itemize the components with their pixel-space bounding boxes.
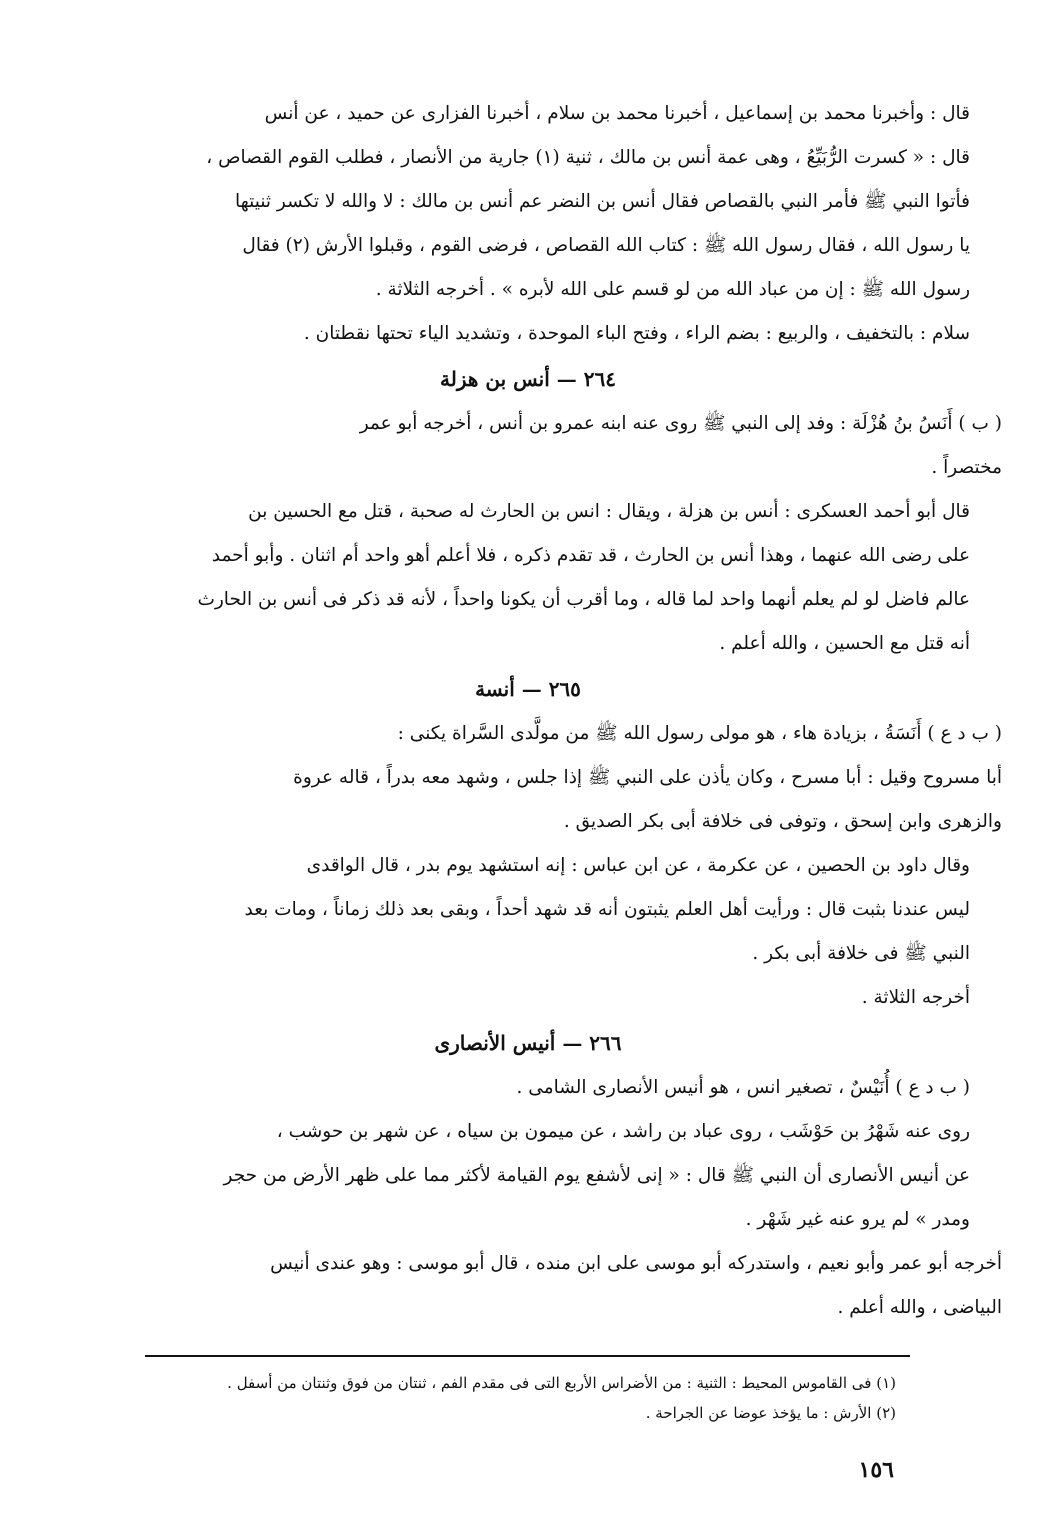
text-line: والزهرى وابن إسحق ، وتوفى فى خلافة أبى بكر الصديق . bbox=[563, 811, 1002, 832]
text-line: يا رسول الله ، فقال رسول الله ﷺ : كتاب الله القصاص ، فرضى القوم ، وقبلوا الأرش (٢) فقال bbox=[242, 235, 970, 256]
entry-heading-265: ٢٦٥ — أنسة bbox=[475, 677, 581, 701]
entry-266-paragraph-3 bbox=[54, 1242, 1002, 1330]
entry-265-paragraph-3 bbox=[54, 976, 1002, 1020]
entry-heading-266: ٢٦٦ — أنيس الأنصارى bbox=[434, 1031, 622, 1055]
text-line: رسول الله ﷺ : إن من عباد الله من لو قسم على الله لأبره » . أخرجه الثلاثة . bbox=[375, 279, 970, 300]
text-line: عن أنيس الأنصارى أن النبي ﷺ قال : « إنى لأشفع يوم القيامة لأكثر مما على ظهر الأرض من حجر bbox=[223, 1165, 970, 1186]
page-number: ١٥٦ bbox=[858, 1457, 894, 1483]
text-line: أنه قتل مع الحسين ، والله أعلم . bbox=[719, 633, 970, 654]
text-line: ليس عندنا بثبت قال : ورأيت أهل العلم يثبتون أنه قد شهد أحداً ، وبقى بعد ذلك زماناً ، ومات بعد bbox=[244, 899, 970, 920]
entry-heading-264: ٢٦٤ — أنس بن هزلة bbox=[440, 367, 616, 391]
entry-266-paragraph-1 bbox=[54, 1066, 1002, 1110]
text-line: قال : « كسرت الرُّبَيِّعُ ، وهى عمة أنس بن مالك ، ثنية (١) جارية من الأنصار ، فطلب القوم القصاص ، bbox=[206, 147, 970, 168]
text-line: على رضى الله عنهما ، وهذا أنس بن الحارث ، قد تقدم ذكره ، فلا أعلم أهو واحد أم اثنان . وأبو أحمد bbox=[211, 545, 970, 566]
entry-265-paragraph-2 bbox=[54, 844, 1002, 976]
note-paragraph bbox=[54, 312, 1002, 356]
text-line: ومدر » لم يرو عنه غير شَهْر . bbox=[745, 1209, 970, 1230]
text-line: قال : وأخبرنا محمد بن إسماعيل ، أخبرنا محمد بن سلام ، أخبرنا الفزارى عن حميد ، عن أنس bbox=[264, 103, 970, 124]
intro-paragraph bbox=[54, 92, 1002, 312]
text-line: مختصراً . bbox=[931, 457, 1002, 478]
footnote-1: (١) فى القاموس المحيط : الثنية : من الأضراس الأربع التى فى مقدم الفم ، ثنتان من فوق وثنتان من أسفل . bbox=[227, 1374, 896, 1392]
entry-266-paragraph-2 bbox=[54, 1110, 1002, 1242]
footnotes bbox=[60, 1368, 896, 1428]
text-line: أخرجه الثلاثة . bbox=[861, 987, 970, 1008]
footnote-2: (٢) الأرش : ما يؤخذ عوضا عن الجراحة . bbox=[645, 1404, 896, 1422]
text-line: قال أبو أحمد العسكرى : أنس بن هزلة ، ويقال : انس بن الحارث له صحبة ، قتل مع الحسين بن bbox=[248, 501, 970, 522]
text-line: ( ب ) أَنَسُ بنُ هُزْلَة : وفد إلى النبي ﷺ روى عنه ابنه عمرو بن أنس ، أخرجه أبو عمر bbox=[359, 413, 1002, 434]
text-line: أبا مسروح وقيل : أبا مسرح ، وكان يأذن على النبي ﷺ إذا جلس ، وشهد معه بدراً ، قاله عروة bbox=[293, 767, 1002, 788]
footnote-divider bbox=[145, 1355, 910, 1357]
text-line: البياضى ، والله أعلم . bbox=[837, 1297, 1002, 1318]
entry-264-paragraph-1 bbox=[54, 402, 1002, 490]
entry-264-paragraph-2 bbox=[54, 490, 1002, 666]
text-line: سلام : بالتخفيف ، والربيع : بضم الراء ، وفتح الباء الموحدة ، وتشديد الياء تحتها نقطتان . bbox=[303, 323, 970, 344]
entry-265-paragraph-1 bbox=[54, 712, 1002, 844]
text-line: وقال داود بن الحصين ، عن عكرمة ، عن ابن عباس : إنه استشهد يوم بدر ، قال الواقدى bbox=[306, 855, 970, 876]
text-line: أخرجه أبو عمر وأبو نعيم ، واستدركه أبو موسى على ابن منده ، قال أبو موسى : وهو عندى أنيس bbox=[270, 1253, 1002, 1274]
text-line: فأتوا النبي ﷺ فأمر النبي بالقصاص فقال أنس بن النضر عم أنس بن مالك : لا والله لا تكسر ثنيتها bbox=[234, 191, 970, 212]
text-line: روى عنه شَهْرُ بن حَوْشَب ، روى عباد بن راشد ، عن ميمون بن سياه ، عن شهر بن حوشب ، bbox=[276, 1121, 970, 1142]
text-line: عالم فاضل لو لم يعلم أنهما واحد لما قاله ، وما أقرب أن يكونا واحداً ، لأنه قد ذكر فى أنس بن الحارث bbox=[197, 589, 970, 610]
text-line: ( ب د ع ) أَنَسَةُ ، بزيادة هاء ، هو مولى رسول الله ﷺ من مولَّدى السَّراة يكنى : bbox=[397, 723, 1002, 744]
text-line: ( ب د ع ) أُنَيْسٌ ، تصغير انس ، هو أنيس الأنصارى الشامى . bbox=[516, 1077, 970, 1098]
text-line: النبي ﷺ فى خلافة أبى بكر . bbox=[752, 943, 970, 964]
